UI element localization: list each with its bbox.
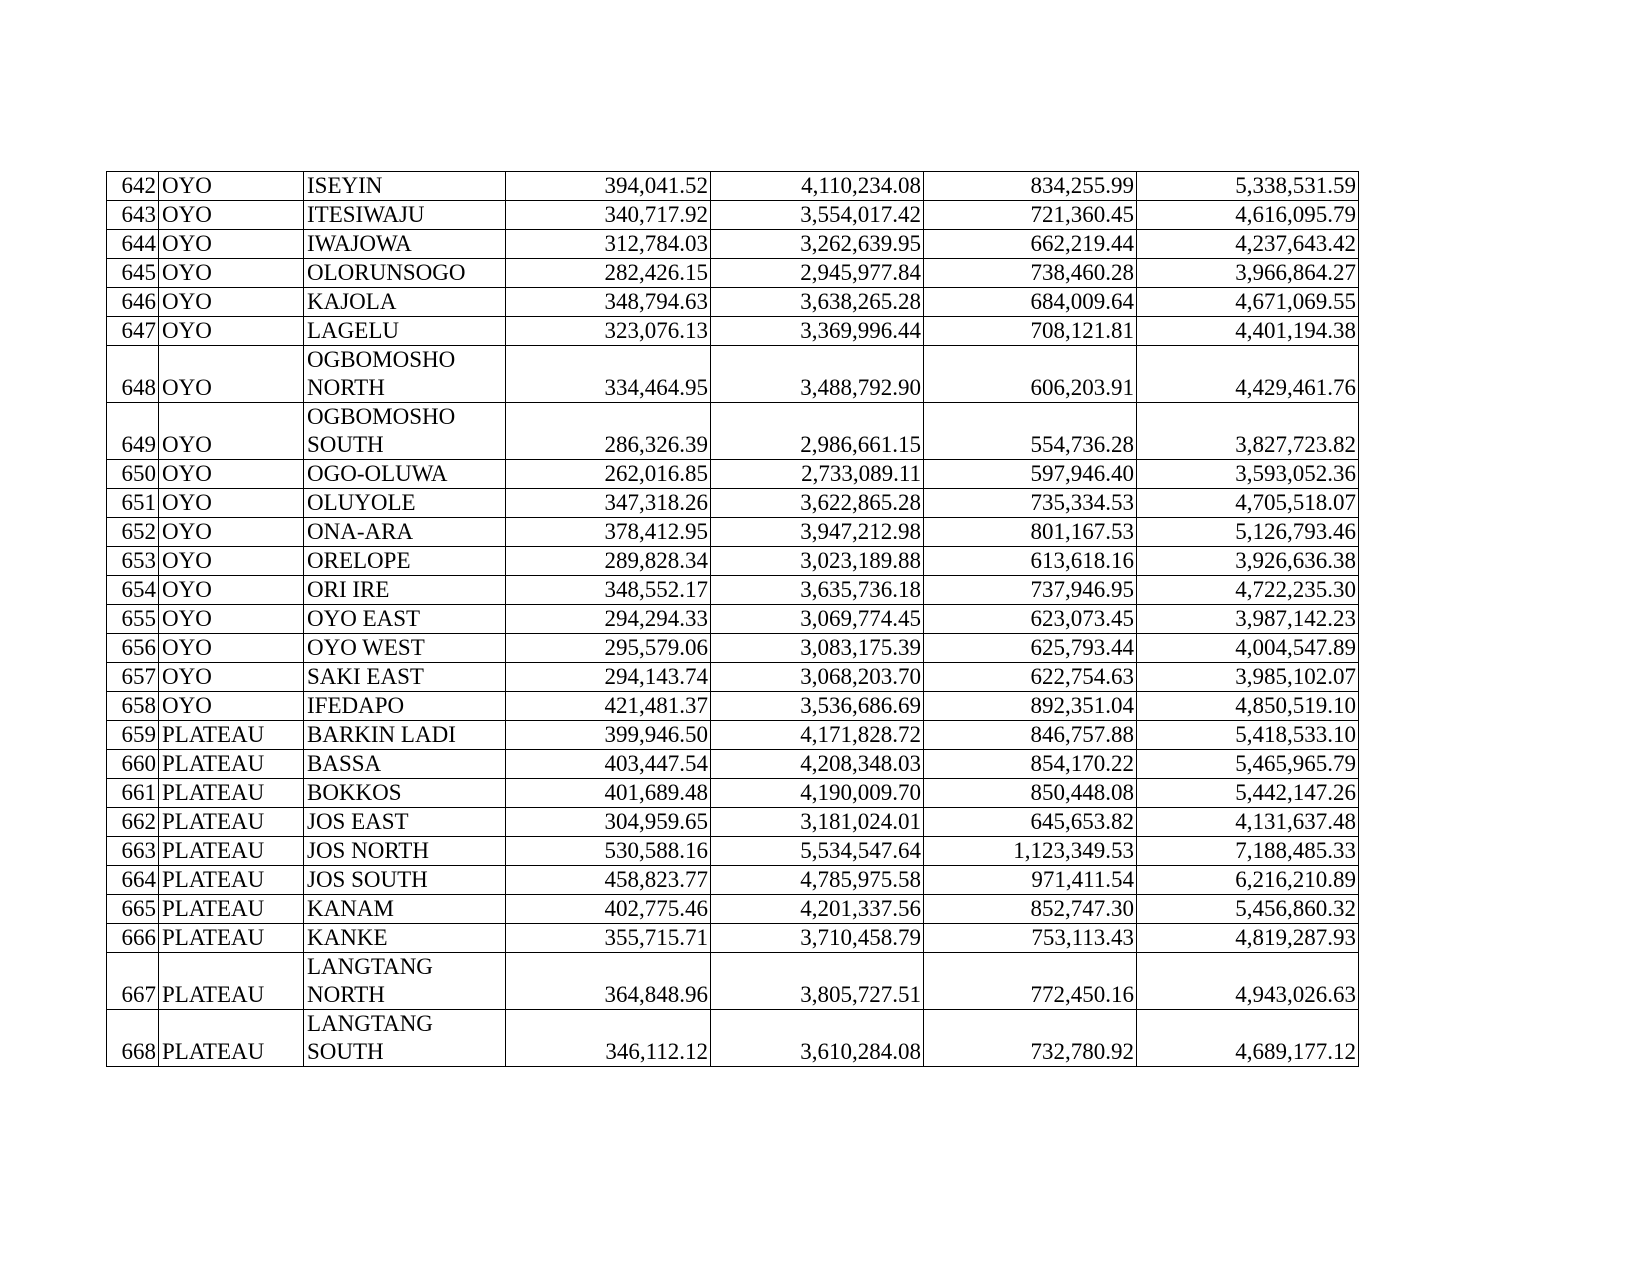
cell-total: 5,442,147.26 xyxy=(1137,779,1359,808)
cell-total: 3,985,102.07 xyxy=(1137,663,1359,692)
cell-amount-3: 708,121.81 xyxy=(924,317,1137,346)
cell-row-number: 666 xyxy=(107,924,159,953)
cell-amount-1: 294,294.33 xyxy=(506,605,711,634)
cell-amount-1: 295,579.06 xyxy=(506,634,711,663)
table-row xyxy=(107,288,1359,317)
cell-row-number: 648 xyxy=(107,346,159,403)
cell-row-number: 667 xyxy=(107,953,159,1010)
cell-state: PLATEAU xyxy=(159,1010,304,1067)
cell-total: 3,987,142.23 xyxy=(1137,605,1359,634)
cell-amount-1: 355,715.71 xyxy=(506,924,711,953)
cell-amount-2: 3,610,284.08 xyxy=(711,1010,924,1067)
cell-lga: OYO WEST xyxy=(304,634,506,663)
cell-amount-2: 3,635,736.18 xyxy=(711,576,924,605)
cell-amount-1: 340,717.92 xyxy=(506,201,711,230)
cell-amount-1: 294,143.74 xyxy=(506,663,711,692)
cell-row-number: 645 xyxy=(107,259,159,288)
cell-total: 5,465,965.79 xyxy=(1137,750,1359,779)
cell-amount-3: 1,123,349.53 xyxy=(924,837,1137,866)
cell-amount-1: 402,775.46 xyxy=(506,895,711,924)
cell-lga: KANAM xyxy=(304,895,506,924)
cell-total: 4,401,194.38 xyxy=(1137,317,1359,346)
table-row xyxy=(107,808,1359,837)
cell-amount-3: 892,351.04 xyxy=(924,692,1137,721)
cell-state: OYO xyxy=(159,605,304,634)
cell-amount-2: 3,536,686.69 xyxy=(711,692,924,721)
cell-state: PLATEAU xyxy=(159,837,304,866)
cell-amount-2: 3,083,175.39 xyxy=(711,634,924,663)
cell-lga: BARKIN LADI xyxy=(304,721,506,750)
table-row xyxy=(107,750,1359,779)
cell-lga: KANKE xyxy=(304,924,506,953)
cell-amount-3: 801,167.53 xyxy=(924,518,1137,547)
table-row xyxy=(107,924,1359,953)
cell-total: 3,966,864.27 xyxy=(1137,259,1359,288)
cell-lga: OLORUNSOGO xyxy=(304,259,506,288)
cell-total: 5,456,860.32 xyxy=(1137,895,1359,924)
cell-amount-3: 772,450.16 xyxy=(924,953,1137,1010)
cell-row-number: 659 xyxy=(107,721,159,750)
cell-amount-1: 346,112.12 xyxy=(506,1010,711,1067)
cell-row-number: 651 xyxy=(107,489,159,518)
cell-amount-1: 323,076.13 xyxy=(506,317,711,346)
cell-total: 4,616,095.79 xyxy=(1137,201,1359,230)
table-row xyxy=(107,547,1359,576)
table-row xyxy=(107,895,1359,924)
cell-amount-2: 5,534,547.64 xyxy=(711,837,924,866)
cell-state: OYO xyxy=(159,489,304,518)
cell-amount-2: 4,171,828.72 xyxy=(711,721,924,750)
cell-lga: OYO EAST xyxy=(304,605,506,634)
cell-state: OYO xyxy=(159,634,304,663)
table-row xyxy=(107,634,1359,663)
cell-amount-2: 3,369,996.44 xyxy=(711,317,924,346)
table-row xyxy=(107,605,1359,634)
cell-total: 3,926,636.38 xyxy=(1137,547,1359,576)
cell-total: 4,705,518.07 xyxy=(1137,489,1359,518)
cell-amount-3: 735,334.53 xyxy=(924,489,1137,518)
table-row xyxy=(107,518,1359,547)
cell-state: PLATEAU xyxy=(159,866,304,895)
cell-amount-1: 394,041.52 xyxy=(506,172,711,201)
cell-amount-1: 334,464.95 xyxy=(506,346,711,403)
cell-amount-2: 3,023,189.88 xyxy=(711,547,924,576)
allocation-table xyxy=(106,171,1359,1067)
cell-lga: ITESIWAJU xyxy=(304,201,506,230)
cell-state: OYO xyxy=(159,259,304,288)
table-body xyxy=(107,172,1359,1067)
cell-amount-2: 3,622,865.28 xyxy=(711,489,924,518)
table-row xyxy=(107,576,1359,605)
cell-state: PLATEAU xyxy=(159,721,304,750)
cell-state: OYO xyxy=(159,317,304,346)
cell-lga: ORI IRE xyxy=(304,576,506,605)
cell-amount-1: 262,016.85 xyxy=(506,460,711,489)
cell-amount-1: 421,481.37 xyxy=(506,692,711,721)
cell-amount-3: 850,448.08 xyxy=(924,779,1137,808)
cell-lga: SAKI EAST xyxy=(304,663,506,692)
cell-state: OYO xyxy=(159,460,304,489)
cell-amount-2: 4,201,337.56 xyxy=(711,895,924,924)
cell-lga: OGBOMOSHO NORTH xyxy=(304,346,506,403)
table-row xyxy=(107,172,1359,201)
cell-amount-2: 3,488,792.90 xyxy=(711,346,924,403)
cell-row-number: 653 xyxy=(107,547,159,576)
table-row xyxy=(107,259,1359,288)
cell-amount-1: 304,959.65 xyxy=(506,808,711,837)
cell-amount-1: 399,946.50 xyxy=(506,721,711,750)
cell-total: 7,188,485.33 xyxy=(1137,837,1359,866)
cell-state: OYO xyxy=(159,346,304,403)
cell-lga: OGBOMOSHO SOUTH xyxy=(304,403,506,460)
table-row xyxy=(107,1010,1359,1067)
cell-total: 4,819,287.93 xyxy=(1137,924,1359,953)
cell-state: PLATEAU xyxy=(159,895,304,924)
cell-row-number: 643 xyxy=(107,201,159,230)
cell-amount-1: 364,848.96 xyxy=(506,953,711,1010)
cell-state: OYO xyxy=(159,576,304,605)
cell-row-number: 642 xyxy=(107,172,159,201)
cell-lga: JOS NORTH xyxy=(304,837,506,866)
cell-state: PLATEAU xyxy=(159,924,304,953)
cell-row-number: 658 xyxy=(107,692,159,721)
cell-lga: LANGTANG NORTH xyxy=(304,953,506,1010)
cell-amount-2: 2,945,977.84 xyxy=(711,259,924,288)
table-row xyxy=(107,779,1359,808)
cell-row-number: 650 xyxy=(107,460,159,489)
cell-state: OYO xyxy=(159,230,304,259)
cell-total: 3,827,723.82 xyxy=(1137,403,1359,460)
cell-amount-2: 3,710,458.79 xyxy=(711,924,924,953)
cell-amount-3: 737,946.95 xyxy=(924,576,1137,605)
cell-total: 5,418,533.10 xyxy=(1137,721,1359,750)
cell-total: 5,338,531.59 xyxy=(1137,172,1359,201)
cell-amount-3: 622,754.63 xyxy=(924,663,1137,692)
cell-state: OYO xyxy=(159,692,304,721)
cell-row-number: 644 xyxy=(107,230,159,259)
cell-lga: LANGTANG SOUTH xyxy=(304,1010,506,1067)
table-row xyxy=(107,489,1359,518)
cell-amount-2: 3,262,639.95 xyxy=(711,230,924,259)
table-row xyxy=(107,866,1359,895)
cell-amount-2: 4,785,975.58 xyxy=(711,866,924,895)
cell-state: OYO xyxy=(159,288,304,317)
table-row xyxy=(107,403,1359,460)
cell-lga: LAGELU xyxy=(304,317,506,346)
cell-amount-2: 3,554,017.42 xyxy=(711,201,924,230)
cell-state: OYO xyxy=(159,547,304,576)
cell-amount-2: 3,069,774.45 xyxy=(711,605,924,634)
cell-lga: ONA-ARA xyxy=(304,518,506,547)
cell-total: 4,689,177.12 xyxy=(1137,1010,1359,1067)
table-row xyxy=(107,663,1359,692)
cell-row-number: 662 xyxy=(107,808,159,837)
cell-amount-3: 971,411.54 xyxy=(924,866,1137,895)
cell-row-number: 663 xyxy=(107,837,159,866)
cell-total: 4,237,643.42 xyxy=(1137,230,1359,259)
cell-lga: JOS SOUTH xyxy=(304,866,506,895)
cell-amount-3: 625,793.44 xyxy=(924,634,1137,663)
cell-state: OYO xyxy=(159,403,304,460)
cell-total: 4,850,519.10 xyxy=(1137,692,1359,721)
cell-amount-2: 4,190,009.70 xyxy=(711,779,924,808)
cell-amount-2: 4,110,234.08 xyxy=(711,172,924,201)
table-row xyxy=(107,953,1359,1010)
cell-lga: KAJOLA xyxy=(304,288,506,317)
cell-state: OYO xyxy=(159,201,304,230)
table-row xyxy=(107,692,1359,721)
cell-amount-1: 282,426.15 xyxy=(506,259,711,288)
cell-state: PLATEAU xyxy=(159,750,304,779)
cell-amount-3: 684,009.64 xyxy=(924,288,1137,317)
cell-amount-1: 312,784.03 xyxy=(506,230,711,259)
cell-amount-2: 3,638,265.28 xyxy=(711,288,924,317)
cell-total: 4,943,026.63 xyxy=(1137,953,1359,1010)
cell-amount-2: 2,733,089.11 xyxy=(711,460,924,489)
cell-amount-2: 4,208,348.03 xyxy=(711,750,924,779)
cell-amount-1: 286,326.39 xyxy=(506,403,711,460)
cell-amount-3: 662,219.44 xyxy=(924,230,1137,259)
cell-row-number: 646 xyxy=(107,288,159,317)
cell-row-number: 649 xyxy=(107,403,159,460)
cell-amount-1: 458,823.77 xyxy=(506,866,711,895)
cell-row-number: 664 xyxy=(107,866,159,895)
cell-amount-3: 738,460.28 xyxy=(924,259,1137,288)
cell-amount-3: 846,757.88 xyxy=(924,721,1137,750)
cell-amount-3: 606,203.91 xyxy=(924,346,1137,403)
cell-amount-2: 2,986,661.15 xyxy=(711,403,924,460)
cell-row-number: 654 xyxy=(107,576,159,605)
cell-row-number: 656 xyxy=(107,634,159,663)
cell-amount-3: 554,736.28 xyxy=(924,403,1137,460)
cell-amount-3: 597,946.40 xyxy=(924,460,1137,489)
cell-amount-1: 348,552.17 xyxy=(506,576,711,605)
cell-amount-1: 347,318.26 xyxy=(506,489,711,518)
cell-total: 4,131,637.48 xyxy=(1137,808,1359,837)
cell-total: 4,429,461.76 xyxy=(1137,346,1359,403)
table-row xyxy=(107,230,1359,259)
table-row xyxy=(107,721,1359,750)
cell-row-number: 668 xyxy=(107,1010,159,1067)
cell-amount-1: 403,447.54 xyxy=(506,750,711,779)
cell-amount-1: 378,412.95 xyxy=(506,518,711,547)
cell-row-number: 655 xyxy=(107,605,159,634)
cell-amount-2: 3,068,203.70 xyxy=(711,663,924,692)
cell-state: OYO xyxy=(159,663,304,692)
cell-state: PLATEAU xyxy=(159,953,304,1010)
cell-lga: OGO-OLUWA xyxy=(304,460,506,489)
cell-lga: JOS EAST xyxy=(304,808,506,837)
cell-row-number: 657 xyxy=(107,663,159,692)
cell-lga: IFEDAPO xyxy=(304,692,506,721)
cell-total: 4,722,235.30 xyxy=(1137,576,1359,605)
cell-total: 5,126,793.46 xyxy=(1137,518,1359,547)
cell-amount-3: 623,073.45 xyxy=(924,605,1137,634)
table-row xyxy=(107,346,1359,403)
cell-amount-1: 348,794.63 xyxy=(506,288,711,317)
cell-state: PLATEAU xyxy=(159,808,304,837)
cell-amount-3: 721,360.45 xyxy=(924,201,1137,230)
cell-amount-1: 530,588.16 xyxy=(506,837,711,866)
table-row xyxy=(107,460,1359,489)
cell-lga: IWAJOWA xyxy=(304,230,506,259)
cell-amount-3: 732,780.92 xyxy=(924,1010,1137,1067)
cell-lga: BOKKOS xyxy=(304,779,506,808)
cell-total: 4,004,547.89 xyxy=(1137,634,1359,663)
cell-lga: BASSA xyxy=(304,750,506,779)
cell-lga: OLUYOLE xyxy=(304,489,506,518)
cell-row-number: 647 xyxy=(107,317,159,346)
cell-lga: ISEYIN xyxy=(304,172,506,201)
cell-row-number: 661 xyxy=(107,779,159,808)
cell-amount-2: 3,947,212.98 xyxy=(711,518,924,547)
cell-row-number: 660 xyxy=(107,750,159,779)
cell-total: 4,671,069.55 xyxy=(1137,288,1359,317)
cell-state: PLATEAU xyxy=(159,779,304,808)
cell-amount-3: 852,747.30 xyxy=(924,895,1137,924)
table-row xyxy=(107,837,1359,866)
cell-state: OYO xyxy=(159,172,304,201)
cell-amount-1: 401,689.48 xyxy=(506,779,711,808)
cell-amount-3: 613,618.16 xyxy=(924,547,1137,576)
cell-total: 6,216,210.89 xyxy=(1137,866,1359,895)
table-row xyxy=(107,201,1359,230)
cell-amount-1: 289,828.34 xyxy=(506,547,711,576)
cell-total: 3,593,052.36 xyxy=(1137,460,1359,489)
cell-amount-3: 834,255.99 xyxy=(924,172,1137,201)
cell-lga: ORELOPE xyxy=(304,547,506,576)
cell-state: OYO xyxy=(159,518,304,547)
cell-amount-3: 854,170.22 xyxy=(924,750,1137,779)
table-row xyxy=(107,317,1359,346)
cell-amount-2: 3,805,727.51 xyxy=(711,953,924,1010)
cell-row-number: 665 xyxy=(107,895,159,924)
cell-amount-2: 3,181,024.01 xyxy=(711,808,924,837)
cell-row-number: 652 xyxy=(107,518,159,547)
cell-amount-3: 753,113.43 xyxy=(924,924,1137,953)
cell-amount-3: 645,653.82 xyxy=(924,808,1137,837)
